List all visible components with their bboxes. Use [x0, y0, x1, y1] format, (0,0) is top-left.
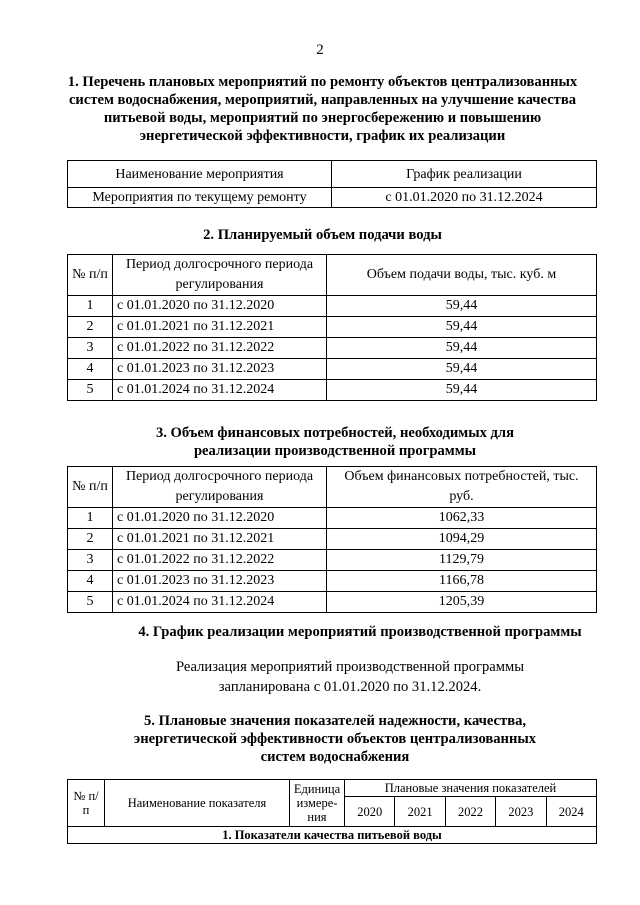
row-period: с 01.01.2021 по 31.12.2021: [113, 317, 327, 338]
indicators-header-unit: Единица измере-ния: [290, 780, 345, 827]
group-row-water-quality: 1. Показатели качества питьевой воды: [68, 827, 597, 844]
year-2024: 2024: [546, 797, 596, 827]
supply-header-period: Период долгосрочного периода регулирования: [113, 255, 327, 296]
row-value: 1062,33: [327, 508, 597, 529]
year-2020: 2020: [345, 797, 395, 827]
row-period: с 01.01.2024 по 31.12.2024: [113, 592, 327, 613]
measures-header-name: Наименование мероприятия: [68, 161, 332, 188]
row-num: 2: [68, 317, 113, 338]
section-4-text: Реализация мероприятий производственной программы запланирована с 01.01.2020 по 31.12.2024.: [175, 659, 525, 695]
table-row: [68, 359, 597, 380]
finance-header-num: № п/п: [68, 467, 113, 508]
table-row: [68, 529, 597, 550]
indicators-header-plan: Плановые значения показателей: [345, 780, 597, 797]
measures-header-schedule: График реализации: [332, 161, 597, 188]
row-value: 59,44: [327, 317, 597, 338]
finance-header-amount: Объем финансовых потребностей, тыс. руб.: [327, 467, 597, 508]
row-value: 1094,29: [327, 529, 597, 550]
row-value: 1166,78: [327, 571, 597, 592]
row-num: 5: [68, 380, 113, 401]
row-num: 1: [68, 508, 113, 529]
row-num: 3: [68, 338, 113, 359]
supply-header-volume: Объем подачи воды, тыс. куб. м: [327, 255, 597, 296]
table-row: [68, 188, 597, 208]
row-period: с 01.01.2022 по 31.12.2022: [113, 550, 327, 571]
row-num: 3: [68, 550, 113, 571]
section-4-heading: 4. График реализации мероприятий производственной программы: [138, 624, 582, 640]
table-row: [68, 338, 597, 359]
section-2-heading: 2. Планируемый объем подачи воды: [203, 227, 442, 243]
row-period: с 01.01.2024 по 31.12.2024: [113, 380, 327, 401]
row-value: 59,44: [327, 359, 597, 380]
indicators-header-name: Наименование показателя: [105, 780, 290, 827]
table-row: [68, 550, 597, 571]
table-row: [68, 317, 597, 338]
row-num: 2: [68, 529, 113, 550]
table-row: [68, 296, 597, 317]
row-period: с 01.01.2021 по 31.12.2021: [113, 529, 327, 550]
row-period: с 01.01.2023 по 31.12.2023: [113, 359, 327, 380]
table-row: [68, 380, 597, 401]
section-5-heading: 5. Плановые значения показателей надежности, качества, энергетической эффективности объектов централизованных систем водоснабжения: [133, 713, 537, 765]
row-value: 59,44: [327, 380, 597, 401]
row-num: 1: [68, 296, 113, 317]
section-1-heading: 1. Перечень плановых мероприятий по ремонту объектов централизованных систем водоснабжения, мероприятий, направленных на улучшение качества питьевой воды, мероприятий по энергосбережению и повышению энергетической эффективности, график их реализации: [67, 74, 578, 144]
indicators-table: [67, 779, 597, 844]
table-row: [68, 571, 597, 592]
supply-header-num: № п/п: [68, 255, 113, 296]
row-value: 59,44: [327, 296, 597, 317]
indicators-header-num: № п/п: [68, 780, 105, 827]
table-row: [68, 592, 597, 613]
water-supply-table: [67, 254, 597, 401]
section-3-heading: 3. Объем финансовых потребностей, необходимых для реализации производственной программы: [155, 425, 515, 459]
year-2021: 2021: [395, 797, 445, 827]
financial-needs-table: [67, 466, 597, 613]
row-period: с 01.01.2020 по 31.12.2020: [113, 296, 327, 317]
row-num: 5: [68, 592, 113, 613]
finance-header-period: Период долгосрочного периода регулирования: [113, 467, 327, 508]
year-2022: 2022: [445, 797, 495, 827]
table-row: [68, 508, 597, 529]
row-value: 59,44: [327, 338, 597, 359]
year-2023: 2023: [496, 797, 546, 827]
row-num: 4: [68, 359, 113, 380]
page-number: 2: [316, 42, 324, 58]
measures-table: [67, 160, 597, 208]
row-value: 1205,39: [327, 592, 597, 613]
measure-name: Мероприятия по текущему ремонту: [68, 188, 332, 208]
row-period: с 01.01.2022 по 31.12.2022: [113, 338, 327, 359]
row-value: 1129,79: [327, 550, 597, 571]
measure-schedule: с 01.01.2020 по 31.12.2024: [332, 188, 597, 208]
row-period: с 01.01.2020 по 31.12.2020: [113, 508, 327, 529]
row-num: 4: [68, 571, 113, 592]
row-period: с 01.01.2023 по 31.12.2023: [113, 571, 327, 592]
